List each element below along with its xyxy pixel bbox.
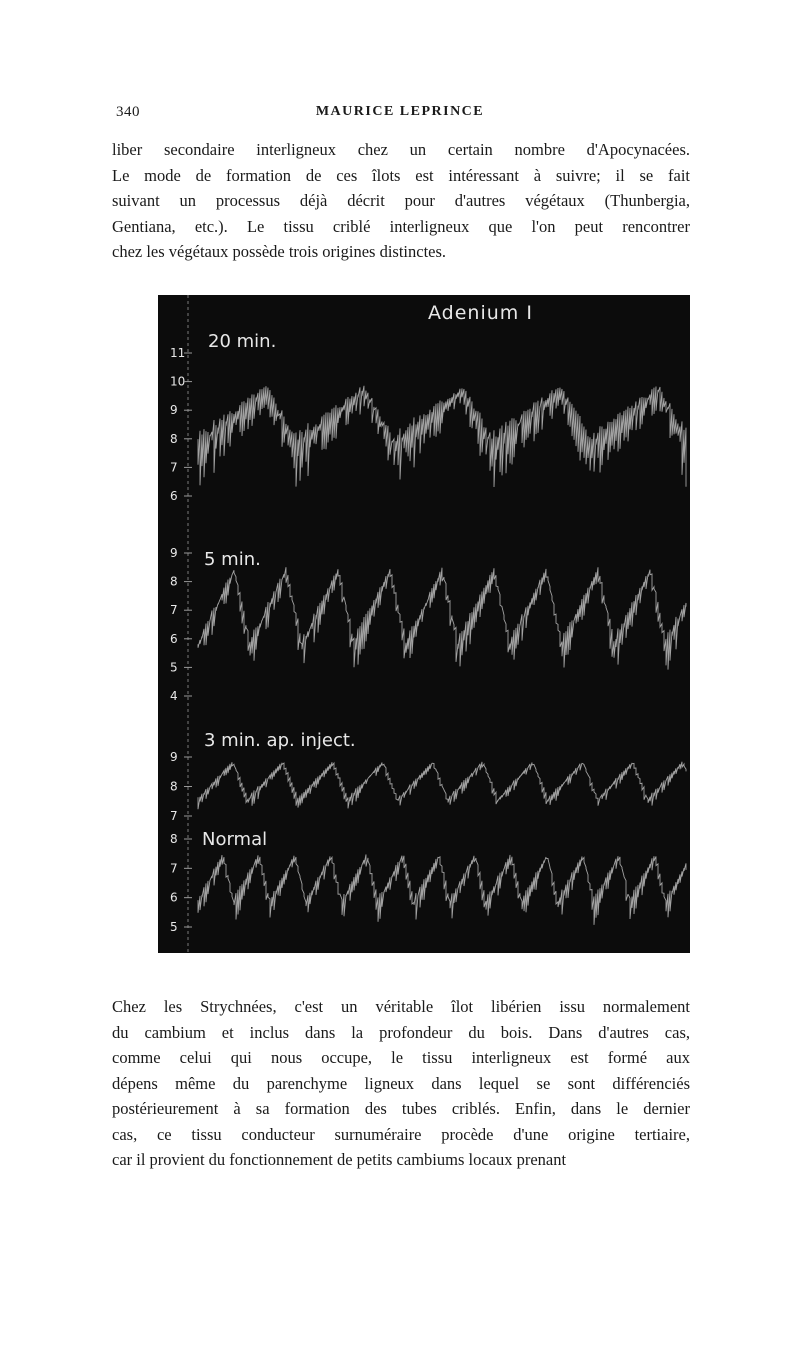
scale-tick-label: 7 — [170, 603, 178, 618]
kymograph-figure — [158, 295, 690, 953]
scale-tick-label: 7 — [170, 861, 178, 876]
scale-tick-label: 4 — [170, 689, 178, 703]
scale-tick-label: 5 — [170, 660, 178, 675]
scale-tick-label: 9 — [170, 750, 178, 764]
paragraph-line: liber secondaire interligneux chez un certain nombre d'Apocynacées. — [112, 140, 690, 159]
scale-tick-label: 10 — [170, 374, 186, 389]
paragraph-line: cas, ce tissu conducteur surnuméraire procède d'une origine tertiaire, — [112, 1124, 690, 1144]
paragraph-1 — [112, 137, 690, 265]
paragraph-line: postérieurement à sa formation des tubes criblés. Enfin, dans le dernier — [112, 1099, 690, 1118]
scale-tick-label: 8 — [170, 779, 178, 794]
scale-tick-label: 5 — [170, 920, 178, 934]
paragraph-line: du cambium et inclus dans la profondeur du bois. Dans d'autres cas, — [112, 1022, 690, 1042]
paragraph-2 — [112, 994, 690, 1173]
paragraph-line: comme celui qui nous occupe, le tissu interligneux est formé aux — [112, 1048, 690, 1067]
figure-title: Adenium I — [428, 302, 533, 324]
paragraph-line: Gentiana, etc.). Le tissu criblé interligneux que l'on peut rencontrer — [112, 216, 690, 236]
scale-tick-label: 8 — [170, 574, 178, 589]
scale-tick-label: 6 — [170, 631, 178, 646]
page-header — [110, 104, 690, 124]
trace-label: 3 min. ap. inject. — [204, 730, 356, 751]
scale-tick-label: 8 — [170, 431, 178, 446]
paragraph-line: chez les végétaux possède trois origines distinctes. — [112, 242, 447, 261]
paragraph-line: Chez les Strychnées, c'est un véritable îlot libérien issu normalement — [112, 997, 690, 1016]
paragraph-line: car il provient du fonctionnement de petits cambiums locaux prenant — [112, 1150, 567, 1169]
paragraph-line: suivant un processus déjà décrit pour d'autres végétaux (Thunbergia, — [112, 191, 690, 210]
kymograph-plate — [158, 295, 690, 953]
trace-label: 20 min. — [208, 331, 277, 352]
scale-tick-label: 6 — [170, 489, 178, 503]
scale-tick-label: 6 — [170, 890, 178, 905]
scale-tick-label: 9 — [170, 546, 178, 560]
scale-tick-label: 7 — [170, 460, 178, 475]
paragraph-line: dépens même du parenchyme ligneux dans lequel se sont différenciés — [112, 1073, 690, 1093]
scale-tick-label: 11 — [170, 346, 186, 360]
page-number: 340 — [116, 104, 140, 120]
trace-label: 5 min. — [204, 549, 261, 570]
trace-label: Normal — [202, 829, 268, 850]
scale-tick-label: 9 — [170, 403, 178, 418]
running-title: MAURICE LEPRINCE — [315, 104, 485, 119]
paragraph-line: Le mode de formation de ces îlots est intéressant à suivre; il se fait — [112, 165, 690, 185]
scale-tick-label: 8 — [170, 832, 178, 846]
scale-tick-label: 7 — [170, 809, 178, 823]
